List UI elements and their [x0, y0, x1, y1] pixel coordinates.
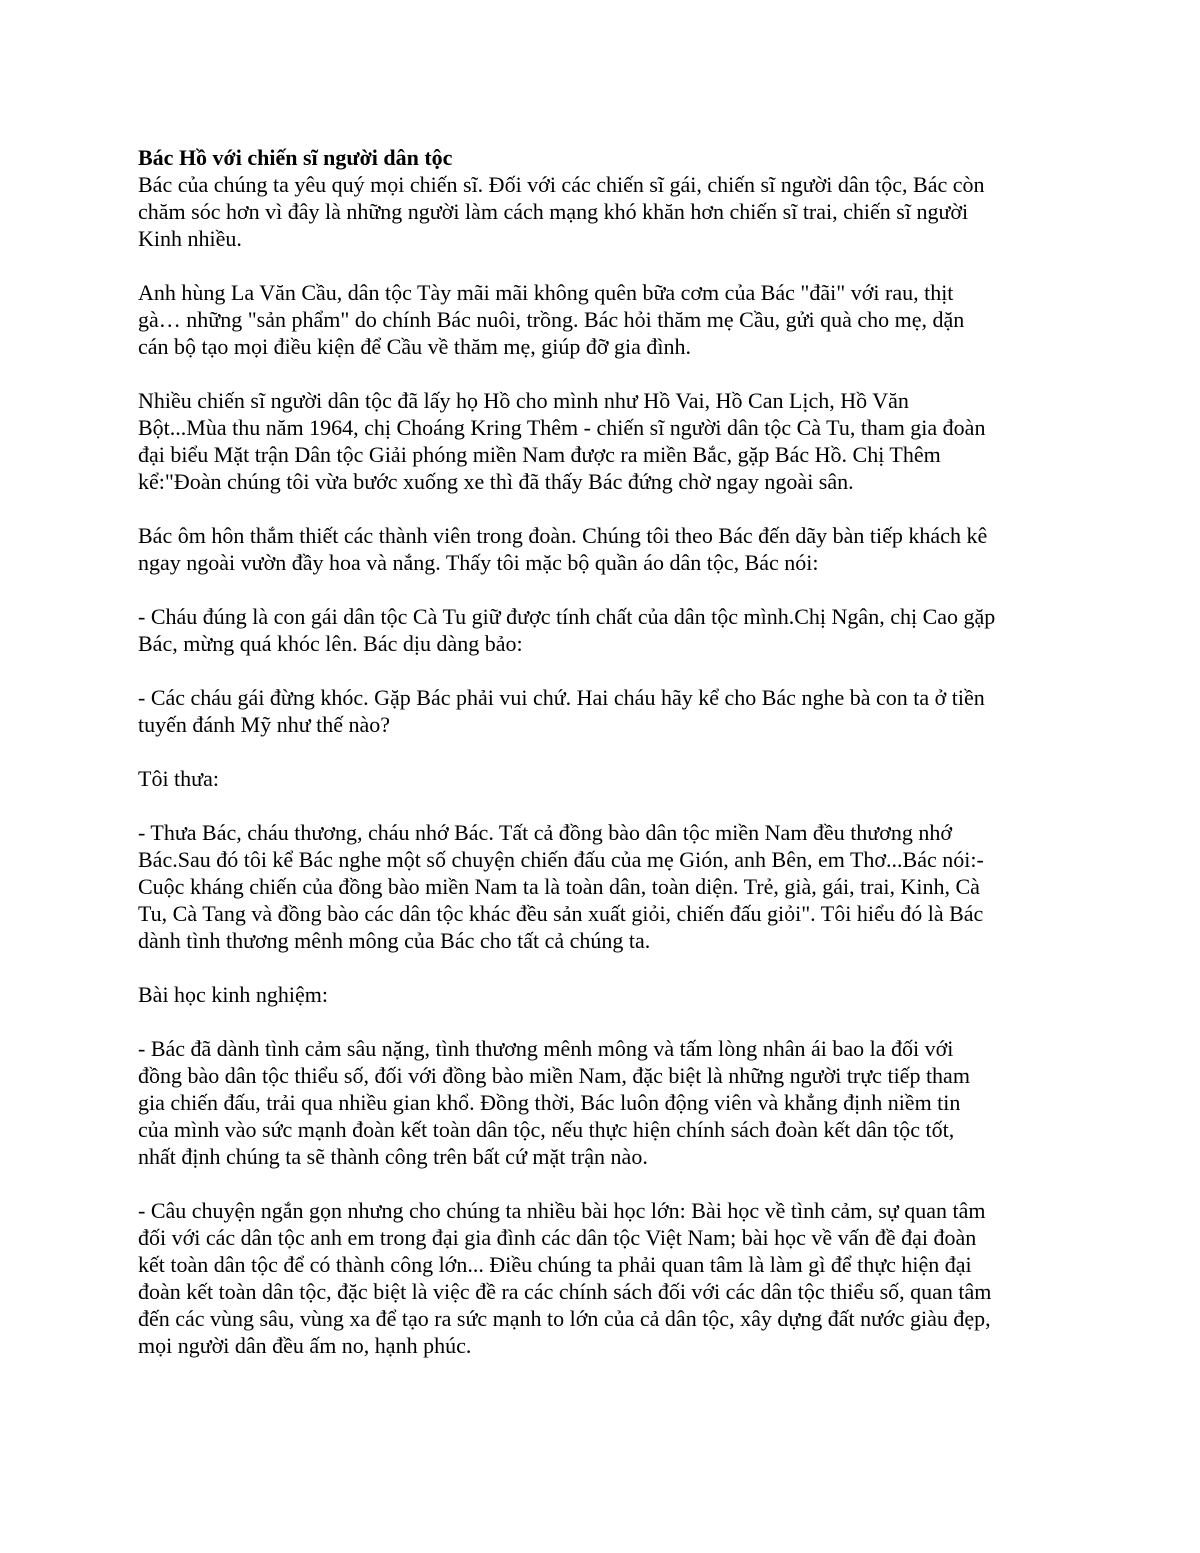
paragraph [138, 522, 1068, 576]
document-title: Bác Hồ với chiến sĩ người dân tộc [138, 145, 453, 170]
paragraph [138, 387, 1068, 495]
text-line: - Các cháu gái đừng khóc. Gặp Bác phải vui chứ. Hai cháu hãy kể cho Bác nghe bà con ta ở tiền [138, 685, 985, 710]
text-line: đại biểu Mặt trận Dân tộc Giải phóng miền Nam được ra miền Bắc, gặp Bác Hồ. Chị Thêm [138, 442, 941, 467]
text-line: Bác.Sau đó tôi kể Bác nghe một số chuyện chiến đấu của mẹ Gión, anh Bên, em Thơ...Bác nói:- [138, 847, 984, 872]
text-line: đến các vùng sâu, vùng xa để tạo ra sức mạnh to lớn của cả dân tộc, xây dựng đất nước giàu đẹp, [138, 1306, 991, 1331]
text-line: Tôi thưa: [138, 766, 219, 791]
text-line: - Câu chuyện ngắn gọn nhưng cho chúng ta nhiều bài học lớn: Bài học về tình cảm, sự quan tâm [138, 1198, 986, 1223]
text-line: Bác, mừng quá khóc lên. Bác dịu dàng bảo: [138, 631, 523, 656]
text-line: đoàn kết toàn dân tộc, đặc biệt là việc đề ra các chính sách đối với các dân tộc thiểu số, quan tâm [138, 1279, 992, 1304]
document-body [138, 171, 1068, 1359]
paragraph [138, 819, 1068, 954]
text-line: Anh hùng La Văn Cầu, dân tộc Tày mãi mãi không quên bữa cơm của Bác "đãi" với rau, thịt [138, 280, 954, 305]
paragraph [138, 603, 1068, 657]
text-line: của mình vào sức mạnh đoàn kết toàn dân tộc, nếu thực hiện chính sách đoàn kết dân tộc tốt, [138, 1117, 955, 1142]
paragraph [138, 1197, 1068, 1359]
document-page [138, 144, 1068, 1386]
paragraph [138, 1035, 1068, 1170]
text-line: gà… những "sản phẩm" do chính Bác nuôi, trồng. Bác hỏi thăm mẹ Cầu, gửi quà cho mẹ, dặn [138, 307, 965, 332]
text-line: đồng bào dân tộc thiểu số, đối với đồng bào miền Nam, đặc biệt là những người trực tiếp tham [138, 1063, 970, 1088]
paragraph [138, 279, 1068, 360]
paragraph [138, 981, 1068, 1008]
text-line: gia chiến đấu, trải qua nhiều gian khổ. Đồng thời, Bác luôn động viên và khẳng định niềm tin [138, 1090, 961, 1115]
text-line: Bài học kinh nghiệm: [138, 982, 329, 1007]
text-line: Nhiều chiến sĩ người dân tộc đã lấy họ Hồ cho mình như Hồ Vai, Hồ Can Lịch, Hồ Văn [138, 388, 909, 413]
text-line: dành tình thương mênh mông của Bác cho tất cả chúng ta. [138, 928, 651, 953]
text-line: cán bộ tạo mọi điều kiện để Cầu về thăm mẹ, giúp đỡ gia đình. [138, 334, 691, 359]
text-line: Kinh nhiều. [138, 226, 242, 251]
text-line: mọi người dân đều ấm no, hạnh phúc. [138, 1333, 472, 1358]
text-line: tuyến đánh Mỹ như thế nào? [138, 712, 391, 737]
text-line: - Cháu đúng là con gái dân tộc Cà Tu giữ được tính chất của dân tộc mình.Chị Ngân, chị Cao gặp [138, 604, 996, 629]
text-line: Bột...Mùa thu năm 1964, chị Choáng Kring Thêm - chiến sĩ người dân tộc Cà Tu, tham gia đoàn [138, 415, 986, 440]
paragraph [138, 684, 1068, 738]
text-line: nhất định chúng ta sẽ thành công trên bất cứ mặt trận nào. [138, 1144, 648, 1169]
paragraph [138, 765, 1068, 792]
text-line: kể:"Đoàn chúng tôi vừa bước xuống xe thì đã thấy Bác đứng chờ ngay ngoài sân. [138, 469, 854, 494]
text-line: Bác ôm hôn thắm thiết các thành viên trong đoàn. Chúng tôi theo Bác đến dãy bàn tiếp khách kê [138, 523, 988, 548]
text-line: - Thưa Bác, cháu thương, cháu nhớ Bác. Tất cả đồng bào dân tộc miền Nam đều thương nhớ [138, 820, 952, 845]
text-line: chăm sóc hơn vì đây là những người làm cách mạng khó khăn hơn chiến sĩ trai, chiến sĩ người [138, 199, 969, 224]
paragraph [138, 171, 1068, 252]
text-line: Cuộc kháng chiến của đồng bào miền Nam ta là toàn dân, toàn diện. Trẻ, già, gái, trai, Kinh, Cà [138, 874, 980, 899]
text-line: Tu, Cà Tang và đồng bào các dân tộc khác đều sản xuất giỏi, chiến đấu giỏi". Tôi hiểu đó là Bác [138, 901, 984, 926]
text-line: kết toàn dân tộc để có thành công lớn... Điều chúng ta phải quan tâm là làm gì để thực hiện đại [138, 1252, 972, 1277]
text-line: Bác của chúng ta yêu quý mọi chiến sĩ. Đối với các chiến sĩ gái, chiến sĩ người dân tộc, Bác còn [138, 172, 985, 197]
text-line: ngay ngoài vườn đầy hoa và nắng. Thấy tôi mặc bộ quần áo dân tộc, Bác nói: [138, 550, 819, 575]
text-line: - Bác đã dành tình cảm sâu nặng, tình thương mênh mông và tấm lòng nhân ái bao la đối với [138, 1036, 954, 1061]
text-line: đối với các dân tộc anh em trong đại gia đình các dân tộc Việt Nam; bài học về vấn đề đại đoàn [138, 1225, 977, 1250]
